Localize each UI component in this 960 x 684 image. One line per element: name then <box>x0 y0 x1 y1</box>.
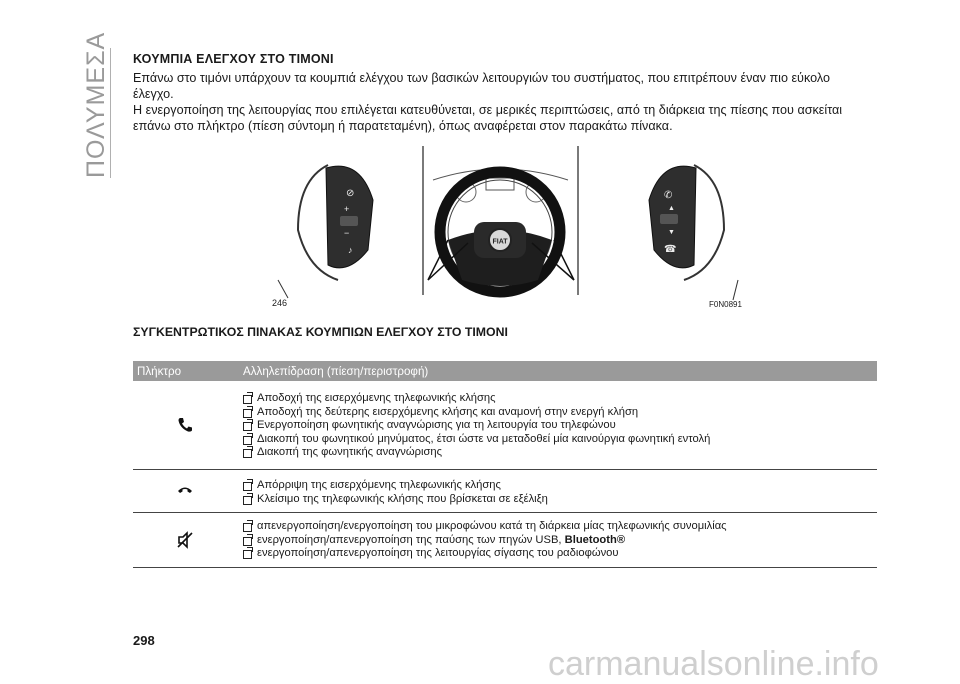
intro-paragraph-2: Η ενεργοποίηση της λειτουργίας που επιλέγεται κατευθύνεται, σε μερικές περιπτώσεις, από τη διάρκεια της πίεσης που ασκείται επάνω στο πλήκτρο (πίεση σύντομη ή παρατεταμένη), όπως αναφέρεται στον παρακάτω πίνακα. <box>133 103 843 133</box>
svg-text:+: + <box>344 204 350 214</box>
table-title: ΣΥΓΚΕΝΤΡΩΤΙΚΟΣ ΠΙΝΑΚΑΣ ΚΟΥΜΠΙΩΝ ΕΛΕΓΧΟΥ ΣΤΟ ΤΙΜΟΝΙ <box>133 325 508 339</box>
fiat-badge: FIAT <box>492 238 508 246</box>
svg-text:▲: ▲ <box>668 205 675 212</box>
mute-icon <box>165 531 205 554</box>
table-row-mute <box>133 513 877 568</box>
table-row-hangup <box>133 470 877 513</box>
list-item: Απόρριψη της εισερχόμενης τηλεφωνικής κλήσης <box>243 479 548 493</box>
list-item-text: ενεργοποίηση/απενεργοποίηση της παύσης των πηγών USB, <box>257 533 562 546</box>
svg-text:☎: ☎ <box>664 244 677 255</box>
phone-answer-icon <box>165 416 205 439</box>
table-row-answer <box>133 392 877 470</box>
list-item: Αποδοχή της δεύτερης εισερχόμενης κλήσης και αναμονή στην ενεργή κλήση <box>243 406 710 420</box>
figure-number: 246 <box>272 298 288 308</box>
svg-text:⊘: ⊘ <box>346 188 355 199</box>
section-divider <box>110 48 111 178</box>
list-item: Διακοπή της φωνητικής αναγνώρισης <box>243 446 710 460</box>
list-item: ενεργοποίηση/απενεργοποίηση της λειτουργίας σίγασης του ραδιοφώνου <box>243 547 727 561</box>
list-item: Διακοπή του φωνητικού μηνύματος, έτσι ώστε να μεταδοθεί μία καινούργια φωνητική εντολή <box>243 433 710 447</box>
mute-actions <box>243 520 727 561</box>
section-tab: ΠΟΛΥΜΕΣΑ <box>82 31 110 178</box>
answer-actions <box>243 392 710 460</box>
list-item: Αποδοχή της εισερχόμενης τηλεφωνικής κλήσης <box>243 392 710 406</box>
list-item: Κλείσιμο της τηλεφωνικής κλήσης που βρίσκεται σε εξέλιξη <box>243 493 548 507</box>
hangup-actions <box>243 479 548 506</box>
list-item: Ενεργοποίηση φωνητικής αναγνώρισης για τη λειτουργία του τηλεφώνου <box>243 419 710 433</box>
svg-text:♪: ♪ <box>348 245 353 255</box>
watermark: carmanualsonline.info <box>548 645 879 683</box>
figure-code: F0N0891 <box>709 300 742 309</box>
svg-text:▼: ▼ <box>668 229 675 236</box>
list-item <box>243 534 727 548</box>
page-number: 298 <box>133 633 155 648</box>
header-key: Πλήκτρο <box>137 365 182 378</box>
intro-paragraph-1: Επάνω στο τιμόνι υπάρχουν τα κουμπιά ελέγχου των βασικών λειτουργιών του συστήματος, που επιτρέπουν έναν πιο εύκολο έλεγχο. <box>133 71 830 101</box>
intro-text <box>133 70 863 134</box>
header-interaction: Αλληλεπίδραση (πίεση/περιστροφή) <box>243 365 429 378</box>
page-title: ΚΟΥΜΠΙΑ ΕΛΕΓΧΟΥ ΣΤΟ ΤΙΜΟΝΙ <box>133 52 334 66</box>
svg-text:−: − <box>344 228 350 238</box>
table-header <box>133 361 877 381</box>
list-item: απενεργοποίηση/ενεργοποίηση του μικροφώνου κατά τη διάρκεια μίας τηλεφωνικής συνομιλίας <box>243 520 727 534</box>
svg-text:✆: ✆ <box>664 190 673 201</box>
phone-hangup-icon <box>165 482 205 501</box>
bluetooth-label: Bluetooth® <box>564 533 626 546</box>
steering-wheel-figure <box>268 140 754 312</box>
